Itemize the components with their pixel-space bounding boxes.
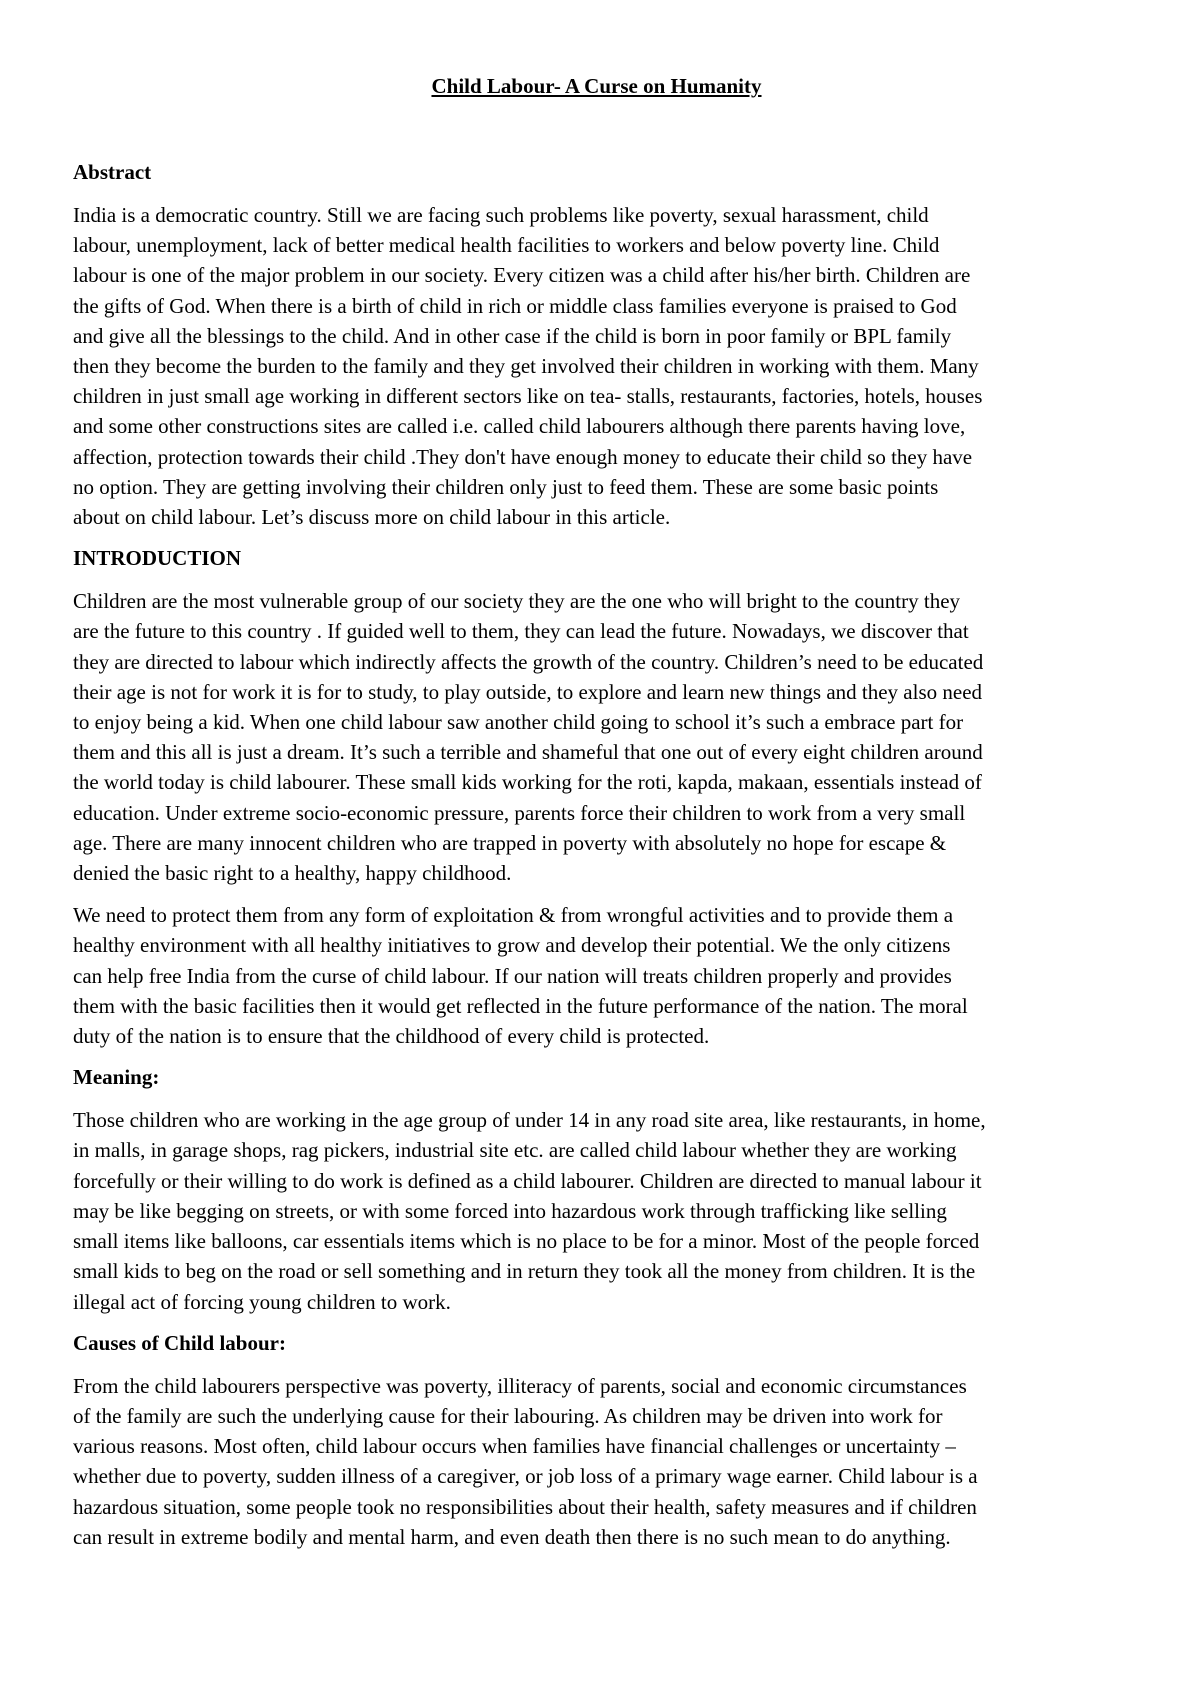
text-line: We need to protect them from any form of exploitation & from wrongful activities and to provide them a bbox=[73, 903, 954, 928]
abstract-heading: Abstract bbox=[73, 160, 152, 184]
text-line: forcefully or their willing to do work is defined as a child labourer. Children are directed to manual labour it bbox=[73, 1168, 982, 1193]
text-line: can result in extreme bodily and mental harm, and even death then there is no such mean to do anything. bbox=[73, 1524, 951, 1549]
text-line: denied the basic right to a healthy, happy childhood. bbox=[73, 861, 512, 886]
text-line: whether due to poverty, sudden illness of a caregiver, or job loss of a primary wage earner. Child labour is a bbox=[73, 1464, 978, 1489]
text-line: various reasons. Most often, child labour occurs when families have financial challenges or uncertainty – bbox=[73, 1434, 956, 1459]
text-line: then they become the burden to the family and they get involved their children in working with them. Many bbox=[73, 354, 979, 379]
text-line: they are directed to labour which indirectly affects the growth of the country. Children’s need to be educated bbox=[73, 649, 984, 674]
text-line: education. Under extreme socio-economic pressure, parents force their children to work from a very small bbox=[73, 800, 966, 825]
abstract-paragraph bbox=[73, 200, 1140, 532]
introduction-paragraph-1 bbox=[73, 586, 1140, 888]
text-line: illegal act of forcing young children to work. bbox=[73, 1289, 451, 1314]
text-line: Children are the most vulnerable group of our society they are the one who will bright to the country they bbox=[73, 589, 961, 614]
introduction-heading: INTRODUCTION bbox=[73, 546, 242, 571]
text-line: the gifts of God. When there is a birth of child in rich or middle class families everyone is praised to God bbox=[73, 293, 957, 318]
text-line: about on child labour. Let’s discuss more on child labour in this article. bbox=[73, 505, 671, 530]
text-line: and some other constructions sites are called i.e. called child labourers although there parents having love, bbox=[73, 414, 966, 439]
causes-heading: Causes of Child labour: bbox=[73, 1330, 286, 1355]
text-line: duty of the nation is to ensure that the childhood of every child is protected. bbox=[73, 1024, 710, 1049]
causes-paragraph bbox=[73, 1371, 1140, 1552]
text-line: labour is one of the major problem in our society. Every citizen was a child after his/her birth. Children are bbox=[73, 263, 971, 288]
text-line: to enjoy being a kid. When one child labour saw another child going to school it’s such a embrace part for bbox=[73, 710, 964, 735]
text-line: them and this all is just a dream. It’s such a terrible and shameful that one out of every eight children around bbox=[73, 740, 983, 765]
text-line: the world today is child labourer. These small kids working for the roti, kapda, makaan, essentials instead of bbox=[73, 770, 982, 795]
text-line: may be like begging on streets, or with some forced into hazardous work through trafficking like selling bbox=[73, 1198, 947, 1223]
text-line: children in just small age working in different sectors like on tea- stalls, restaurants, factories, hotels, houses bbox=[73, 384, 983, 409]
text-line: affection, protection towards their child .They don't have enough money to educate their child so they have bbox=[73, 444, 973, 469]
text-line: them with the basic facilities then it would get reflected in the future performance of the nation. The moral bbox=[73, 993, 968, 1018]
text-line: and give all the blessings to the child. And in other case if the child is born in poor family or BPL family bbox=[73, 323, 952, 348]
text-line: in malls, in garage shops, rag pickers, industrial site etc. are called child labour whether they are working bbox=[73, 1138, 957, 1163]
document-title: Child Labour- A Curse on Humanity bbox=[431, 74, 762, 98]
text-line: their age is not for work it is for to study, to play outside, to explore and learn new things and they also need bbox=[73, 679, 983, 704]
text-line: small items like balloons, car essentials items which is no place to be for a minor. Most of the people forced bbox=[73, 1229, 980, 1254]
text-line: healthy environment with all healthy initiatives to grow and develop their potential. We the only citizens bbox=[73, 933, 951, 958]
text-line: of the family are such the underlying cause for their labouring. As children may be driven into work for bbox=[73, 1403, 943, 1428]
text-line: labour, unemployment, lack of better medical health facilities to workers and below poverty line. Child bbox=[73, 233, 940, 258]
text-line: Those children who are working in the age group of under 14 in any road site area, like restaurants, in home, bbox=[73, 1108, 986, 1133]
meaning-paragraph bbox=[73, 1105, 1140, 1316]
text-line: small kids to beg on the road or sell something and in return they took all the money from children. It is the bbox=[73, 1259, 976, 1284]
text-line: are the future to this country . If guided well to them, they can lead the future. Nowadays, we discover that bbox=[73, 619, 969, 644]
introduction-paragraph-2 bbox=[73, 900, 1140, 1051]
text-line: hazardous situation, some people took no responsibilities about their health, safety measures and if children bbox=[73, 1494, 977, 1519]
text-line: no option. They are getting involving their children only just to feed them. These are some basic points bbox=[73, 474, 939, 499]
meaning-heading: Meaning: bbox=[73, 1065, 160, 1090]
text-line: From the child labourers perspective was poverty, illiteracy of parents, social and economic circumstances bbox=[73, 1373, 967, 1398]
text-line: India is a democratic country. Still we are facing such problems like poverty, sexual harassment, child bbox=[73, 203, 929, 227]
text-line: can help free India from the curse of child labour. If our nation will treats children properly and provides bbox=[73, 963, 952, 988]
text-line: age. There are many innocent children who are trapped in poverty with absolutely no hope for escape & bbox=[73, 830, 947, 855]
